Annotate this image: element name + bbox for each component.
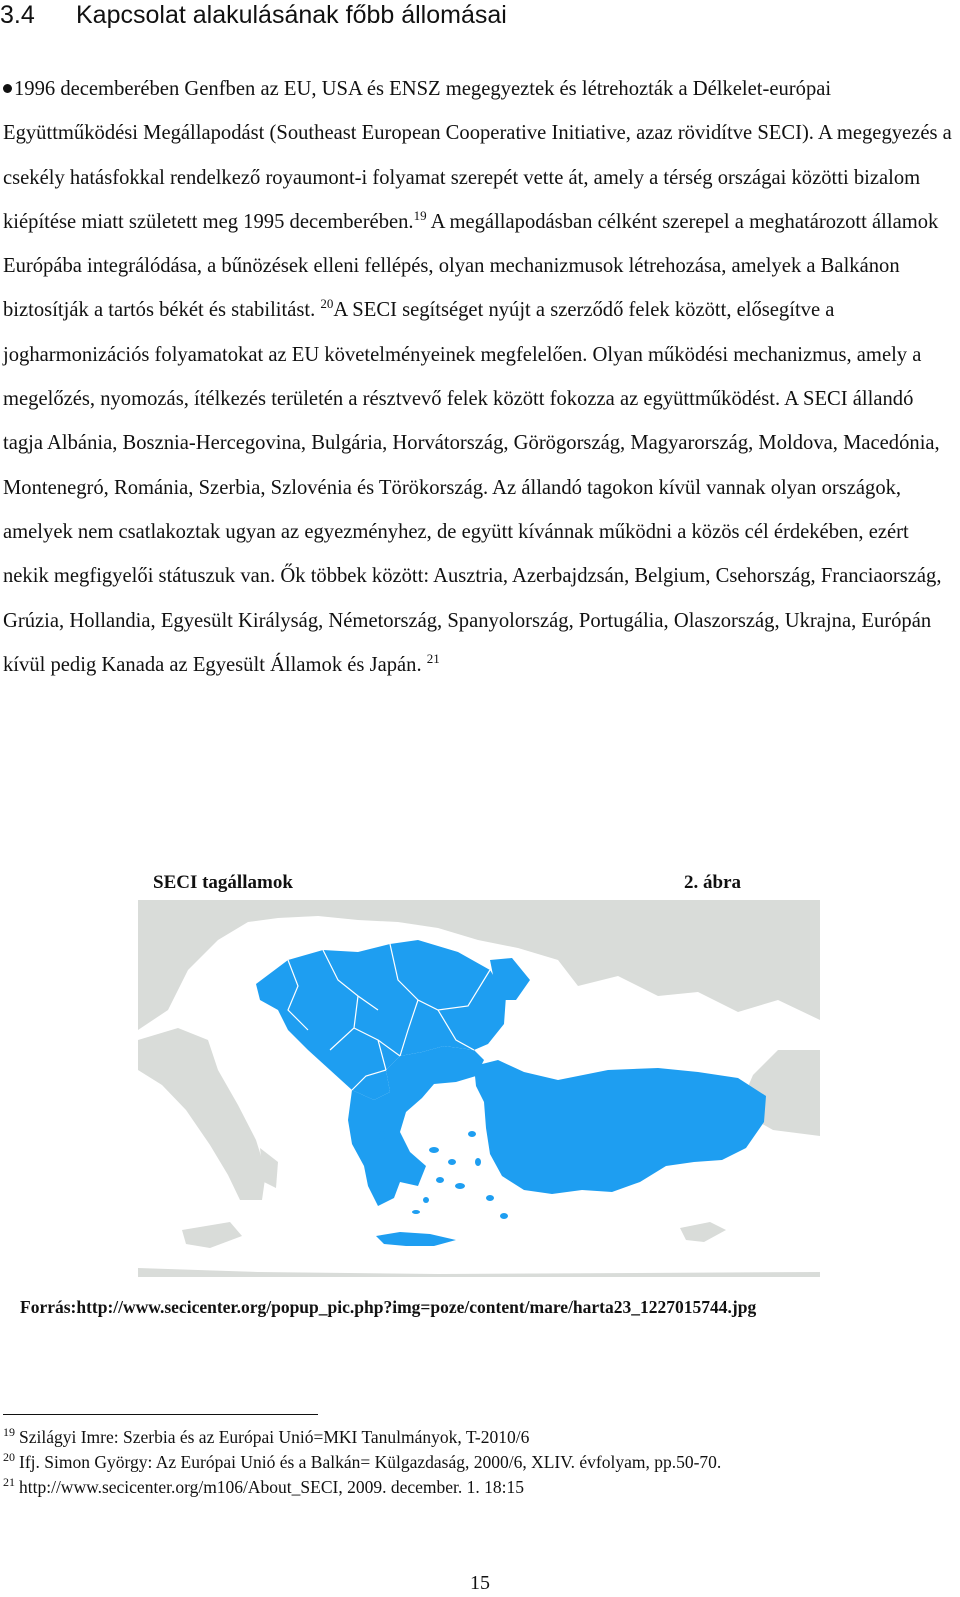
paragraph-segment-2: A megállapodásban célként szerepel a meghatározott államok Európába integrálódása, a bűnözések elleni fellépés, olyan mechanizmusok létrehozása, amelyek a Balkánon biztosítják a tartós békét és stabilitást. xyxy=(3,210,939,322)
bullet-dot-icon xyxy=(3,84,12,93)
seci-member-map xyxy=(138,900,820,1277)
figure-source[interactable]: Forrás:http://www.secicenter.org/popup_pic.php?img=poze/content/mare/harta23_1227015744.jpg xyxy=(20,1297,757,1317)
paragraph-segment-1: 1996 decemberében Genfben az EU, USA és ENSZ megegyeztek és létrehozták a Délkelet-európai Együttműködési Megállapodást (Southeast European Cooperative Initiative, azaz rövidítve SECI). A megegyezés a csekély hatásfokkal rendelkező royaumont-i folyamat szerepét vette át, amely a térség országai közötti bizalom kiépítése miatt született meg 1995 decemberében. xyxy=(3,78,952,233)
footnote-ref-20[interactable]: 20 xyxy=(320,296,334,312)
footnote-text[interactable]: http://www.secicenter.org/m106/About_SECI, 2009. december. 1. 18:15 xyxy=(19,1477,524,1497)
footnote-text: Ifj. Simon György: Az Európai Unió és a Balkán= Külgazdaság, 2000/6, XLIV. évfolyam, pp.50-70. xyxy=(19,1452,722,1472)
page-number: 15 xyxy=(470,1572,490,1594)
footnote-number: 20 xyxy=(3,1450,15,1465)
footnote-number: 21 xyxy=(3,1475,15,1490)
footnote-text: Szilágyi Imre: Szerbia és az Európai Unió=MKI Tanulmányok, T-2010/6 xyxy=(19,1427,530,1447)
footnote-20 xyxy=(3,1451,721,1473)
main-paragraph xyxy=(3,67,956,687)
footnote-ref-19[interactable]: 19 xyxy=(413,208,427,224)
section-title: Kapcsolat alakulásának főbb állomásai xyxy=(76,1,507,29)
paragraph-segment-3: A SECI segítséget nyújt a szerződő felek között, elősegítve a jogharmonizációs folyamatokat az EU követelményeinek megfelelően. Olyan működési mechanizmus, amely a megelőzés, nyomozás, ítélkezés területén a résztvevő felek között fokozza az együttműködést. A SECI állandó tagja Albánia, Bosznia-Hercegovina, Bulgária, Horvátország, Görögország, Magyarország, Moldova, Macedónia, Montenegró, Románia, Szerbia, Szlovénia és Törökország. Az állandó tagokon kívül vannak olyan országok, amelyek nem csatlakoztak ugyan az egyezményhez, de együtt kívánnak működni a közös cél érdekében, ezért nekik megfigyelői státuszuk van. Ők többek között: Ausztria, Azerbajdzsán, Belgium, Csehország, Franciaország, Grúzia, Hollandia, Egyesült Királyság, Németország, Spanyolország, Portugália, Olaszország, Ukrajna, Európán kívül pedig Kanada az Egyesült Államok és Japán. xyxy=(3,299,942,676)
footnote-19 xyxy=(3,1426,529,1448)
footnote-21 xyxy=(3,1476,524,1498)
section-number: 3.4 xyxy=(0,1,35,29)
footnote-ref-21[interactable]: 21 xyxy=(426,651,440,666)
footnote-divider xyxy=(3,1414,318,1415)
figure-title: SECI tagállamok xyxy=(153,872,293,893)
section-heading xyxy=(0,0,507,30)
figure-label: 2. ábra xyxy=(684,872,741,893)
footnote-number: 19 xyxy=(3,1425,15,1440)
map-svg xyxy=(138,900,820,1277)
